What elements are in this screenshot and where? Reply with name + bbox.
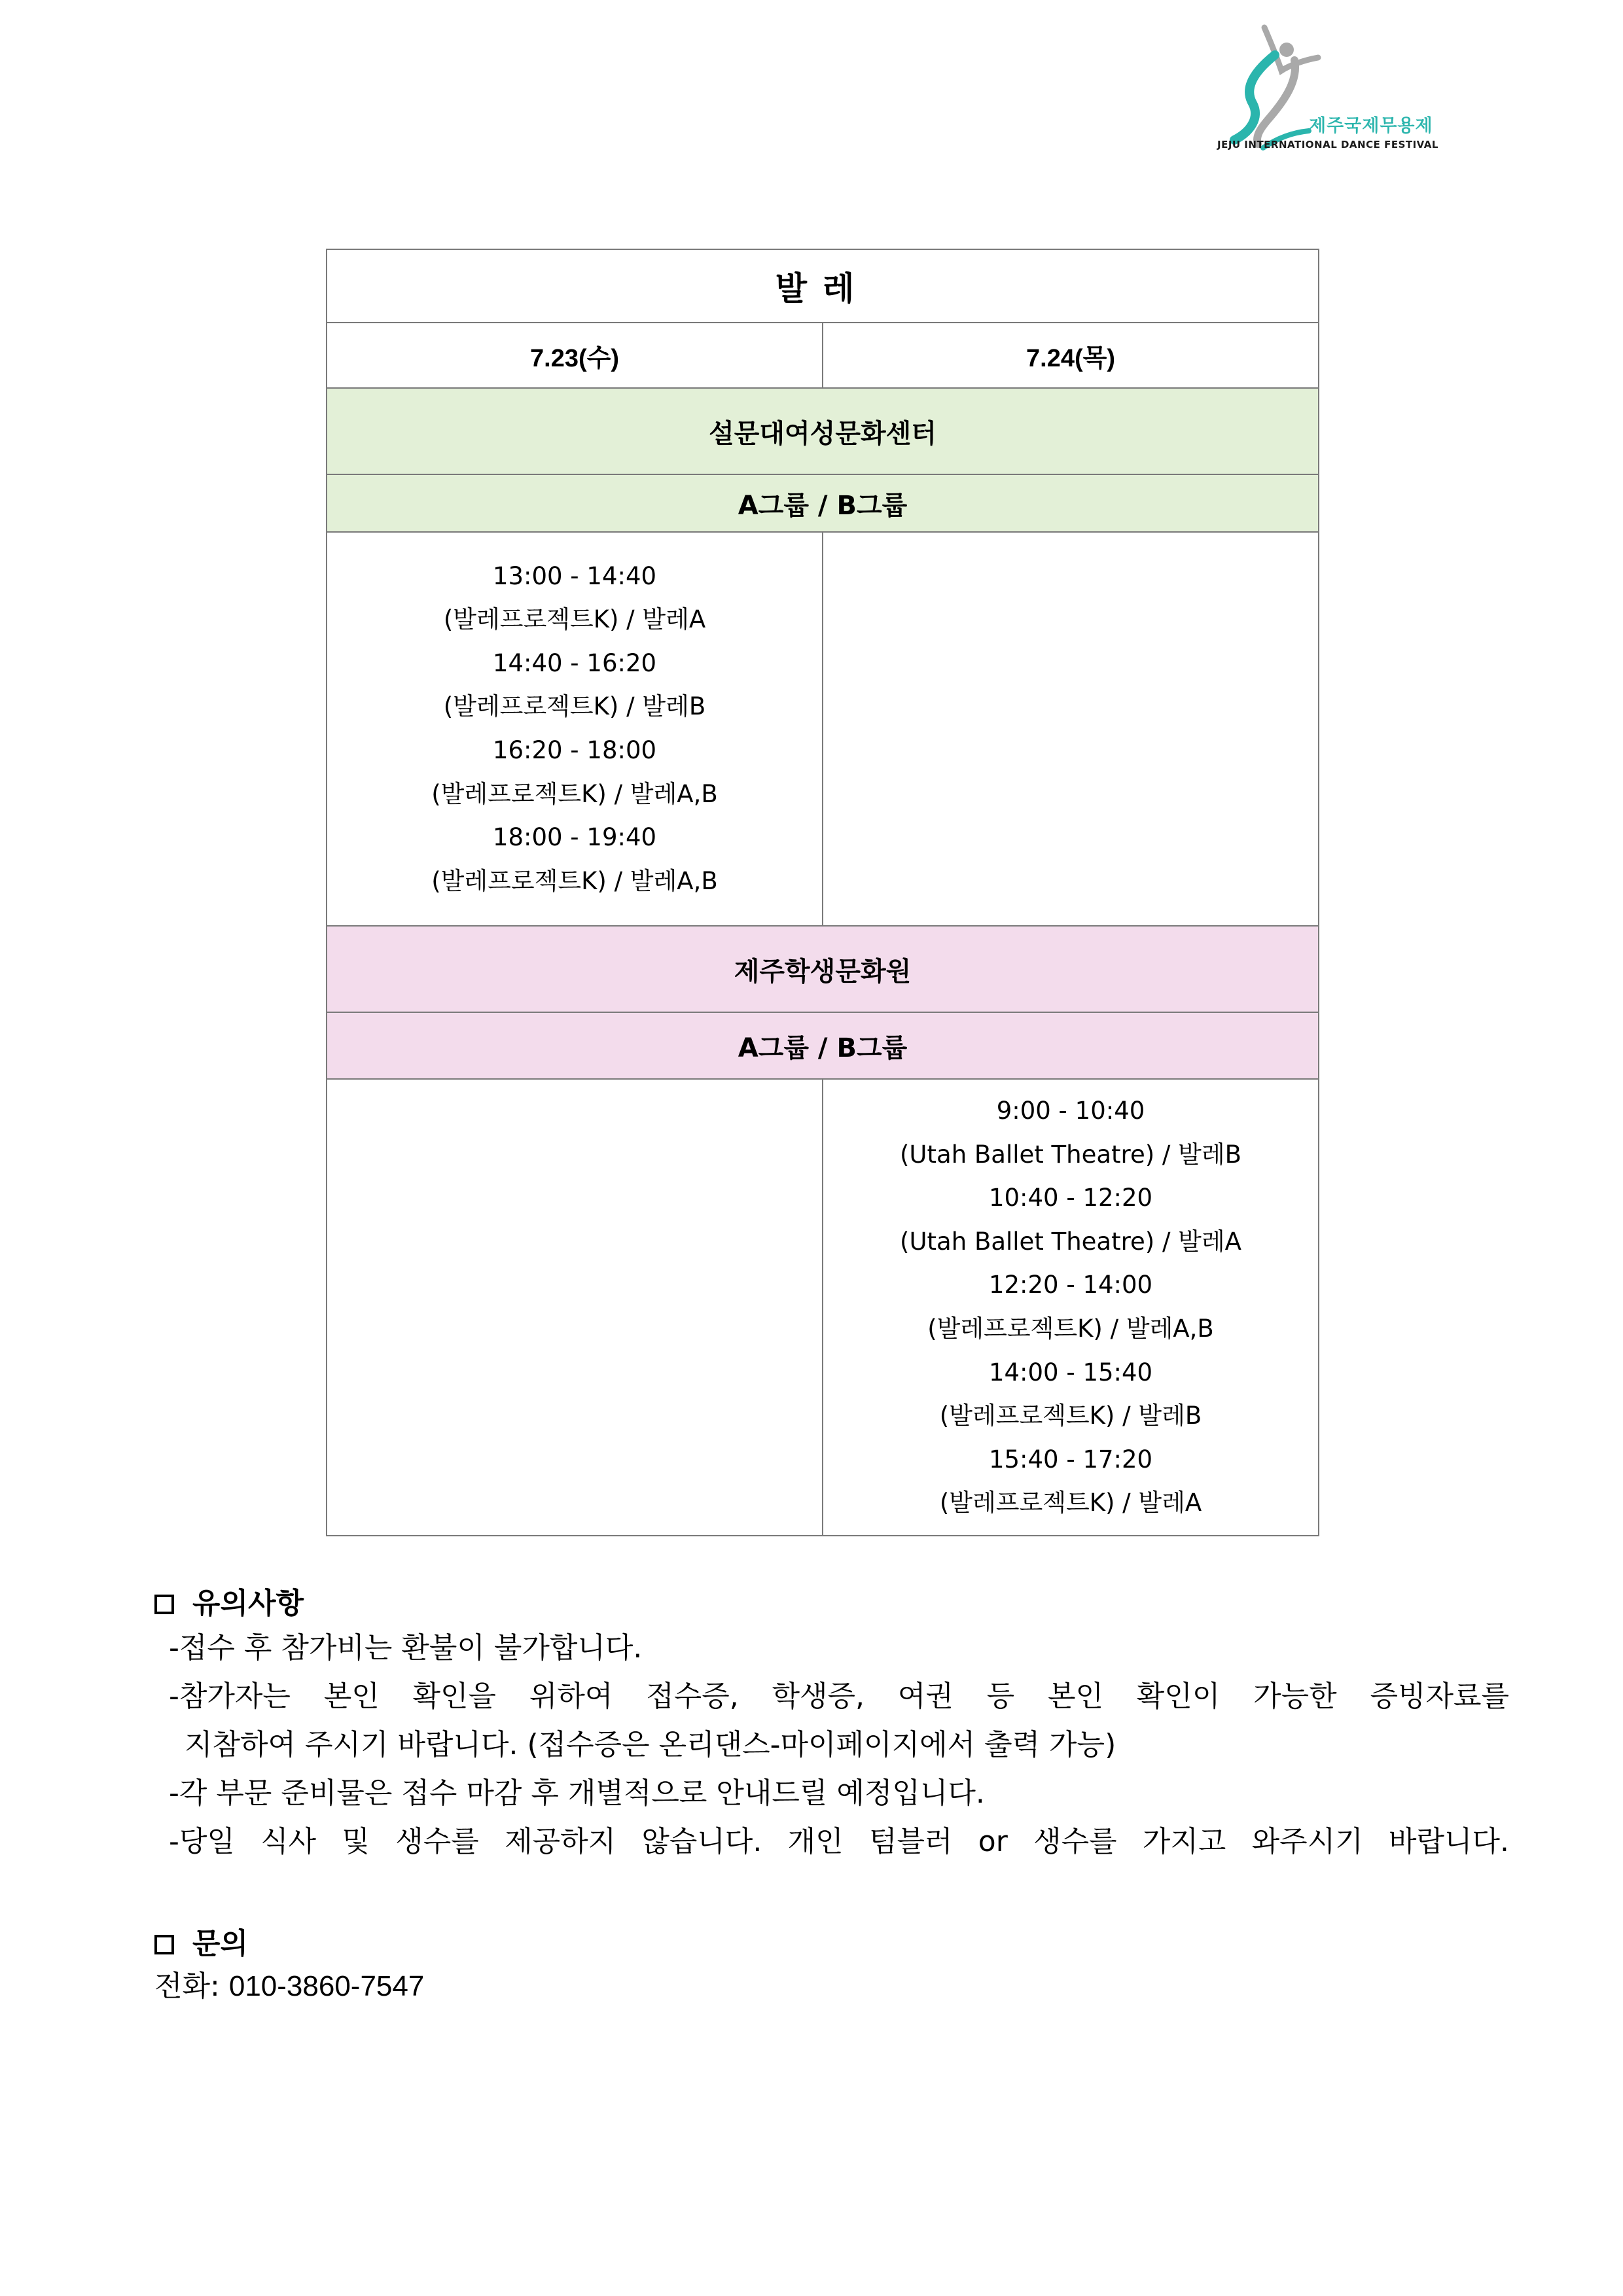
checkbox-square-icon (154, 1935, 174, 1954)
slot-class: (발레프로젝트K) / 발레A (443, 605, 706, 634)
notes-heading-row (154, 1583, 1516, 1624)
date-header-row (327, 323, 1319, 388)
note-line: -참가자는 본인 확인을 위하여 접수증, 학생증, 여권 등 본인 확인이 가능한 증빙자료를 (169, 1680, 1509, 1713)
slot-class: (발레프로젝트K) / 발레A,B (431, 779, 718, 808)
slots-row (327, 1079, 1319, 1536)
slot-time: 10:40 - 12:20 (988, 1184, 1153, 1212)
venue2-day1-slots (327, 1079, 823, 1536)
slot-time: 9:00 - 10:40 (996, 1097, 1145, 1125)
slots-row (327, 532, 1319, 926)
inquiry-heading: 문의 (192, 1927, 249, 1960)
slot-time: 14:00 - 15:40 (988, 1358, 1153, 1386)
date-header-day2: 7.24(목) (823, 323, 1319, 388)
venue-row (327, 926, 1319, 1012)
slot-class: (발레프로젝트K) / 발레A,B (927, 1315, 1214, 1343)
note-line: -접수 후 참가비는 환불이 불가합니다. (169, 1631, 643, 1665)
slot-time: 16:20 - 18:00 (492, 736, 657, 764)
festival-logo (1217, 20, 1479, 157)
group-row (327, 1012, 1319, 1079)
slot-class: (발레프로젝트K) / 발레B (939, 1402, 1202, 1430)
slot-time: 15:40 - 17:20 (988, 1445, 1153, 1474)
slot-time: 18:00 - 19:40 (492, 823, 657, 852)
slot-class: (발레프로젝트K) / 발레A (939, 1489, 1202, 1517)
group-row (327, 474, 1319, 532)
slot-class: (발레프로젝트K) / 발레A,B (431, 866, 718, 895)
venue-name-2: 제주학생문화원 (327, 926, 1319, 1012)
slot-time: 14:40 - 16:20 (492, 648, 657, 677)
logo-english-name: JEJU INTERNATIONAL DANCE FESTIVAL (1217, 139, 1438, 150)
phone-line (154, 1964, 1516, 2009)
phone-number[interactable]: 010-3860-7547 (228, 1970, 425, 2002)
group-label-1: A그룹 / B그룹 (327, 474, 1319, 532)
notes-heading: 유의사항 (192, 1587, 304, 1620)
venue1-day2-slots (823, 532, 1319, 926)
ballet-schedule-table (326, 249, 1319, 1536)
slot-time: 12:20 - 14:00 (988, 1271, 1153, 1299)
phone-label: 전화: (154, 1969, 220, 2003)
venue-name-1: 설문대여성문화센터 (327, 388, 1319, 474)
note-line: -당일 식사 및 생수를 제공하지 않습니다. 개인 텀블러 or 생수를 가지고 와주시기 바랍니다. (169, 1825, 1509, 1858)
note-line: 지참하여 주시기 바랍니다. (접수증은 온리댄스-마이페이지에서 출력 가능) (185, 1728, 1116, 1761)
venue1-day1-slots (327, 532, 823, 926)
slot-class: (발레프로젝트K) / 발레B (443, 692, 706, 721)
venue-row (327, 388, 1319, 474)
slot-time: 13:00 - 14:40 (492, 561, 657, 590)
table-title-row (327, 249, 1319, 323)
logo-korean-name: 제주국제무용제 (1309, 116, 1433, 136)
inquiry-heading-row (154, 1924, 1516, 1964)
date-header-day1: 7.23(수) (327, 323, 823, 388)
slot-class: (Utah Ballet Theatre) / 발레B (900, 1140, 1242, 1169)
checkbox-square-icon (154, 1595, 174, 1614)
table-title: 발레 (327, 249, 1319, 323)
note-line: -각 부문 준비물은 접수 마감 후 개별적으로 안내드릴 예정입니다. (169, 1776, 985, 1810)
group-label-2: A그룹 / B그룹 (327, 1012, 1319, 1079)
venue2-day2-slots (823, 1079, 1319, 1536)
notes-section (154, 1583, 1516, 2009)
slot-class: (Utah Ballet Theatre) / 발레A (900, 1227, 1241, 1256)
